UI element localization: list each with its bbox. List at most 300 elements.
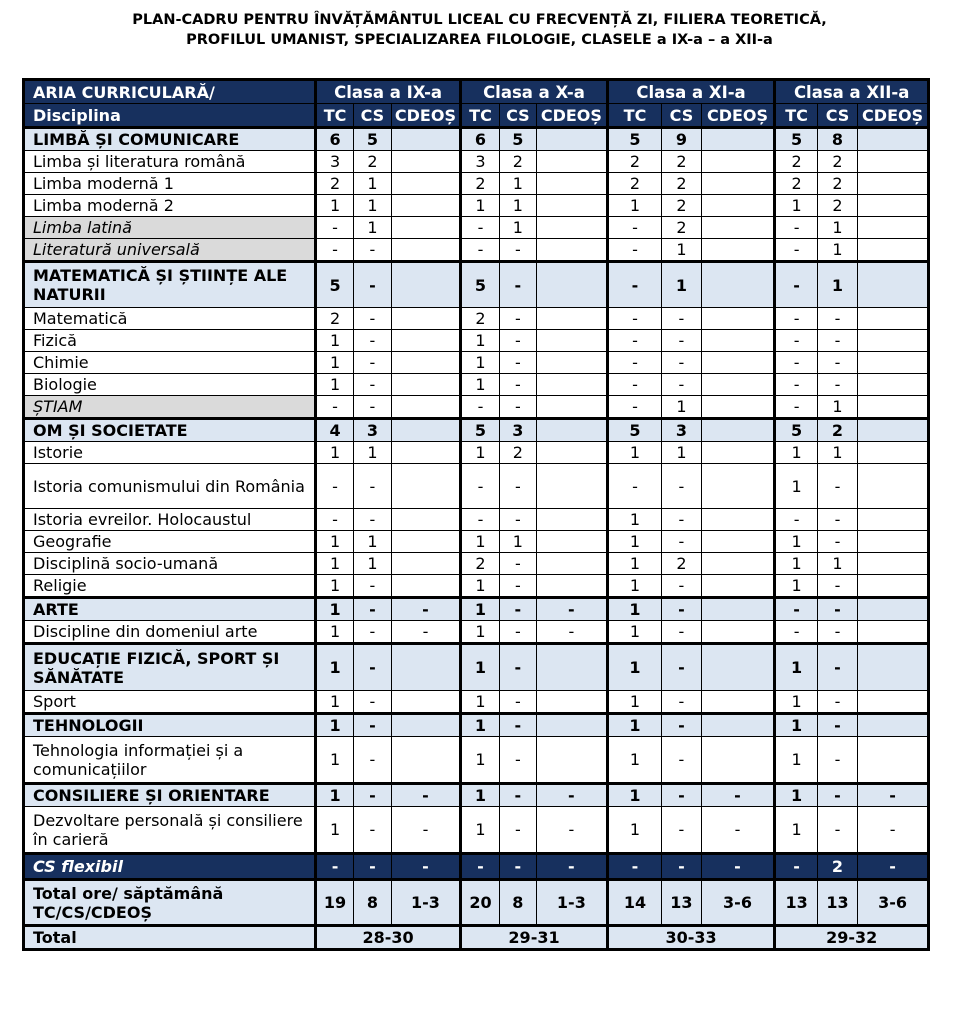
hours-cell: 13 — [662, 880, 701, 926]
hours-cell — [858, 714, 929, 737]
hours-cell: - — [499, 714, 536, 737]
discipline-name: Literatură universală — [24, 239, 316, 262]
area-row — [24, 644, 929, 691]
area-row — [24, 598, 929, 621]
hours-cell — [701, 509, 775, 531]
hours-cell — [537, 217, 608, 239]
hours-cell: - — [775, 374, 817, 396]
hours-cell — [537, 374, 608, 396]
hours-cell: - — [817, 807, 857, 854]
hours-cell: - — [775, 330, 817, 352]
hours-cell — [391, 691, 461, 714]
hours-cell: 1 — [461, 575, 499, 598]
discipline-name: Geografie — [24, 531, 316, 553]
hours-cell — [391, 262, 461, 308]
hours-cell: - — [775, 396, 817, 419]
total-hours-row — [24, 880, 929, 926]
hours-cell: - — [817, 509, 857, 531]
subject-row — [24, 691, 929, 714]
hours-cell — [858, 644, 929, 691]
hours-cell — [858, 531, 929, 553]
hours-cell: 2 — [817, 151, 857, 173]
hours-cell: - — [315, 464, 353, 509]
hours-cell: 1 — [607, 575, 662, 598]
hours-cell — [701, 553, 775, 575]
hours-cell — [701, 737, 775, 784]
hours-cell: - — [354, 598, 391, 621]
hours-cell: 1 — [315, 621, 353, 644]
subject-row — [24, 621, 929, 644]
hours-cell: 2 — [461, 308, 499, 330]
hours-cell — [391, 374, 461, 396]
hours-cell: - — [499, 691, 536, 714]
hours-cell: 1 — [607, 598, 662, 621]
hours-cell — [701, 531, 775, 553]
area-name: OM ȘI SOCIETATE — [24, 419, 316, 442]
hours-cell — [391, 509, 461, 531]
hours-cell — [537, 330, 608, 352]
hours-cell: - — [461, 464, 499, 509]
header-class-1: Clasa a IX-a — [315, 80, 460, 104]
hours-cell: - — [461, 396, 499, 419]
hours-cell — [391, 464, 461, 509]
hours-cell — [391, 352, 461, 374]
hours-cell — [391, 195, 461, 217]
hours-cell — [391, 575, 461, 598]
hours-cell: - — [817, 531, 857, 553]
hours-cell: - — [817, 308, 857, 330]
discipline-name: Sport — [24, 691, 316, 714]
hours-cell: - — [499, 396, 536, 419]
hours-cell — [858, 352, 929, 374]
hours-cell: 3 — [461, 151, 499, 173]
hours-cell — [391, 396, 461, 419]
discipline-name: Disciplină socio-umană — [24, 553, 316, 575]
hours-cell: - — [537, 784, 608, 807]
hours-cell — [701, 239, 775, 262]
area-row — [24, 262, 929, 308]
discipline-name: Limba modernă 1 — [24, 173, 316, 195]
area-row — [24, 714, 929, 737]
hours-cell: 1 — [817, 442, 857, 464]
hours-cell: 1 — [775, 784, 817, 807]
area-row — [24, 419, 929, 442]
discipline-name: Dezvoltare personală și consiliere în carieră — [24, 807, 316, 854]
subject-row — [24, 553, 929, 575]
hours-cell: 8 — [817, 128, 857, 151]
hours-cell: - — [701, 807, 775, 854]
hours-cell — [391, 737, 461, 784]
hours-cell — [701, 217, 775, 239]
hours-cell: 2 — [817, 419, 857, 442]
hours-cell: - — [607, 308, 662, 330]
hours-cell: - — [499, 464, 536, 509]
hours-cell: - — [817, 374, 857, 396]
hours-cell: 5 — [461, 262, 499, 308]
area-name: MATEMATICĂ ȘI ȘTIINȚE ALE NATURII — [24, 262, 316, 308]
discipline-name: Religie — [24, 575, 316, 598]
hours-cell: - — [662, 854, 701, 880]
hours-cell — [391, 644, 461, 691]
header-row-classes — [24, 80, 929, 104]
hours-cell: - — [662, 598, 701, 621]
hours-cell — [537, 575, 608, 598]
hours-cell: - — [391, 807, 461, 854]
hours-cell: - — [499, 644, 536, 691]
hours-cell: 2 — [817, 854, 857, 880]
hours-cell: 1 — [315, 784, 353, 807]
header-class-2: Clasa a X-a — [461, 80, 607, 104]
hours-cell — [858, 217, 929, 239]
hours-cell: 1 — [499, 531, 536, 553]
hours-cell: - — [817, 714, 857, 737]
hours-cell: - — [607, 330, 662, 352]
header-sub-tc: TC — [775, 104, 817, 128]
hours-cell — [537, 173, 608, 195]
hours-cell: 1 — [607, 691, 662, 714]
hours-cell: 2 — [662, 553, 701, 575]
hours-cell: 20 — [461, 880, 499, 926]
hours-cell: - — [499, 330, 536, 352]
hours-cell: 5 — [354, 128, 391, 151]
discipline-name: Matematică — [24, 308, 316, 330]
hours-cell: 1 — [354, 531, 391, 553]
hours-cell — [858, 262, 929, 308]
hours-cell: 5 — [499, 128, 536, 151]
hours-cell: - — [607, 239, 662, 262]
hours-cell: 1-3 — [537, 880, 608, 926]
header-sub-tc: TC — [461, 104, 499, 128]
discipline-name: Total ore/ săptămână TC/CS/CDEOȘ — [24, 880, 316, 926]
hours-cell: 1 — [354, 173, 391, 195]
hours-cell: - — [775, 854, 817, 880]
hours-cell — [537, 714, 608, 737]
hours-cell: 1-3 — [391, 880, 461, 926]
header-sub-cs: CS — [499, 104, 536, 128]
discipline-name: Limba și literatura română — [24, 151, 316, 173]
hours-cell: - — [817, 352, 857, 374]
hours-cell: 1 — [775, 575, 817, 598]
header-class-4: Clasa a XII-a — [775, 80, 929, 104]
area-row — [24, 784, 929, 807]
hours-cell — [858, 308, 929, 330]
hours-cell: - — [499, 737, 536, 784]
hours-cell — [858, 128, 929, 151]
hours-cell: 1 — [461, 330, 499, 352]
hours-cell: - — [315, 217, 353, 239]
hours-cell: 1 — [461, 374, 499, 396]
hours-cell: 1 — [315, 442, 353, 464]
hours-cell: - — [817, 330, 857, 352]
hours-cell: - — [354, 374, 391, 396]
hours-cell: 1 — [461, 691, 499, 714]
hours-cell: 2 — [315, 173, 353, 195]
hours-cell: 2 — [499, 151, 536, 173]
grand-total-value: 29-31 — [461, 926, 607, 950]
hours-cell: - — [817, 464, 857, 509]
title-line-1: PLAN-CADRU PENTRU ÎNVĂȚĂMÂNTUL LICEAL CU FRECVENȚĂ ZI, FILIERA TEORETICĂ, — [132, 12, 827, 28]
hours-cell — [858, 396, 929, 419]
hours-cell: 1 — [354, 442, 391, 464]
hours-cell: - — [607, 262, 662, 308]
hours-cell — [391, 308, 461, 330]
hours-cell: 9 — [662, 128, 701, 151]
hours-cell: - — [817, 575, 857, 598]
hours-cell — [391, 553, 461, 575]
hours-cell — [701, 262, 775, 308]
header-sub-cdeos: CDEOȘ — [701, 104, 775, 128]
hours-cell: 2 — [607, 173, 662, 195]
hours-cell: - — [391, 784, 461, 807]
hours-cell: 1 — [817, 262, 857, 308]
hours-cell: - — [662, 691, 701, 714]
hours-cell: - — [391, 854, 461, 880]
hours-cell: 1 — [315, 807, 353, 854]
hours-cell: - — [461, 217, 499, 239]
hours-cell: 1 — [461, 737, 499, 784]
hours-cell: - — [499, 621, 536, 644]
hours-cell: 5 — [775, 419, 817, 442]
hours-cell — [858, 598, 929, 621]
hours-cell: - — [607, 464, 662, 509]
hours-cell: - — [607, 217, 662, 239]
hours-cell: - — [775, 239, 817, 262]
hours-cell — [391, 173, 461, 195]
hours-cell — [537, 644, 608, 691]
hours-cell — [537, 553, 608, 575]
hours-cell: 1 — [461, 195, 499, 217]
subject-row — [24, 575, 929, 598]
hours-cell: 4 — [315, 419, 353, 442]
area-row — [24, 128, 929, 151]
hours-cell: 3-6 — [701, 880, 775, 926]
hours-cell: - — [461, 239, 499, 262]
hours-cell: 1 — [315, 195, 353, 217]
hours-cell: - — [662, 644, 701, 691]
hours-cell — [858, 151, 929, 173]
hours-cell — [701, 691, 775, 714]
hours-cell: - — [701, 854, 775, 880]
hours-cell — [391, 217, 461, 239]
hours-cell — [537, 262, 608, 308]
hours-cell: 1 — [315, 352, 353, 374]
area-name: EDUCAȚIE FIZICĂ, SPORT ȘI SĂNĂTATE — [24, 644, 316, 691]
hours-cell: 13 — [817, 880, 857, 926]
hours-cell — [701, 419, 775, 442]
hours-cell: 1 — [315, 553, 353, 575]
header-sub-cs: CS — [817, 104, 857, 128]
subject-row — [24, 531, 929, 553]
subject-row — [24, 308, 929, 330]
hours-cell: - — [354, 621, 391, 644]
hours-cell: 5 — [607, 419, 662, 442]
subject-row — [24, 737, 929, 784]
hours-cell: 1 — [315, 598, 353, 621]
discipline-name: Discipline din domeniul arte — [24, 621, 316, 644]
hours-cell: 1 — [315, 374, 353, 396]
hours-cell: - — [499, 262, 536, 308]
hours-cell: - — [354, 807, 391, 854]
hours-cell: - — [775, 217, 817, 239]
hours-cell — [537, 691, 608, 714]
hours-cell: 19 — [315, 880, 353, 926]
hours-cell: 1 — [775, 442, 817, 464]
title-line-2: PROFILUL UMANIST, SPECIALIZAREA FILOLOGIE, CLASELE a IX-a – a XII-a — [186, 32, 773, 48]
hours-cell: - — [662, 531, 701, 553]
hours-cell: 1 — [461, 621, 499, 644]
hours-cell: 1 — [775, 644, 817, 691]
hours-cell: - — [775, 308, 817, 330]
hours-cell: 1 — [499, 217, 536, 239]
hours-cell: 1 — [607, 531, 662, 553]
hours-cell — [391, 128, 461, 151]
hours-cell: 1 — [354, 553, 391, 575]
hours-cell: 1 — [499, 173, 536, 195]
hours-cell: 2 — [775, 151, 817, 173]
hours-cell: 1 — [662, 262, 701, 308]
hours-cell: - — [662, 621, 701, 644]
hours-cell — [701, 598, 775, 621]
hours-cell — [701, 396, 775, 419]
hours-cell: - — [607, 396, 662, 419]
grand-total-label: Total — [24, 926, 316, 950]
hours-cell: - — [662, 575, 701, 598]
hours-cell — [701, 330, 775, 352]
hours-cell: - — [701, 784, 775, 807]
hours-cell: - — [354, 239, 391, 262]
hours-cell — [701, 308, 775, 330]
hours-cell — [858, 553, 929, 575]
hours-cell: - — [354, 509, 391, 531]
hours-cell: - — [662, 464, 701, 509]
hours-cell — [858, 691, 929, 714]
hours-cell: - — [607, 352, 662, 374]
hours-cell: 1 — [607, 714, 662, 737]
discipline-name: Biologie — [24, 374, 316, 396]
hours-cell — [858, 173, 929, 195]
hours-cell: 2 — [662, 151, 701, 173]
hours-cell: - — [354, 352, 391, 374]
subject-row — [24, 464, 929, 509]
hours-cell: - — [354, 262, 391, 308]
header-sub-cdeos: CDEOȘ — [537, 104, 608, 128]
hours-cell: - — [662, 714, 701, 737]
header-row-columns — [24, 104, 929, 128]
hours-cell: 1 — [315, 531, 353, 553]
header-sub-tc: TC — [607, 104, 662, 128]
hours-cell: - — [499, 509, 536, 531]
hours-cell — [537, 195, 608, 217]
hours-cell — [537, 128, 608, 151]
hours-cell: 2 — [499, 442, 536, 464]
subject-row — [24, 374, 929, 396]
hours-cell: 3-6 — [858, 880, 929, 926]
hours-cell: 1 — [817, 239, 857, 262]
hours-cell: 1 — [817, 396, 857, 419]
hours-cell — [701, 442, 775, 464]
hours-cell: - — [537, 598, 608, 621]
hours-cell: - — [607, 374, 662, 396]
hours-cell: 1 — [315, 644, 353, 691]
hours-cell: - — [817, 598, 857, 621]
hours-cell: - — [354, 464, 391, 509]
hours-cell — [537, 442, 608, 464]
discipline-name: Fizică — [24, 330, 316, 352]
hours-cell: - — [354, 308, 391, 330]
hours-cell: 2 — [461, 553, 499, 575]
hours-cell — [858, 330, 929, 352]
hours-cell: - — [607, 854, 662, 880]
hours-cell — [391, 531, 461, 553]
hours-cell: - — [499, 575, 536, 598]
hours-cell — [858, 575, 929, 598]
hours-cell — [537, 151, 608, 173]
hours-cell: - — [775, 598, 817, 621]
curriculum-table — [22, 78, 930, 951]
hours-cell: 1 — [461, 442, 499, 464]
hours-cell — [858, 737, 929, 784]
hours-cell: - — [775, 621, 817, 644]
hours-cell — [858, 374, 929, 396]
hours-cell — [701, 464, 775, 509]
hours-cell: 8 — [354, 880, 391, 926]
hours-cell: - — [354, 575, 391, 598]
hours-cell: 3 — [354, 419, 391, 442]
subject-row — [24, 173, 929, 195]
hours-cell — [858, 621, 929, 644]
hours-cell: - — [537, 854, 608, 880]
hours-cell: 2 — [817, 173, 857, 195]
hours-cell — [537, 531, 608, 553]
hours-cell: 2 — [662, 173, 701, 195]
hours-cell: 1 — [775, 531, 817, 553]
hours-cell — [537, 396, 608, 419]
hours-cell: 1 — [775, 807, 817, 854]
hours-cell: - — [662, 352, 701, 374]
hours-cell: - — [817, 784, 857, 807]
hours-cell: 1 — [775, 691, 817, 714]
hours-cell: - — [662, 807, 701, 854]
hours-cell: - — [499, 598, 536, 621]
hours-cell: 2 — [817, 195, 857, 217]
cs-flexibil-row — [24, 854, 929, 880]
area-name: ARTE — [24, 598, 316, 621]
grand-total-row — [24, 926, 929, 950]
hours-cell: - — [858, 807, 929, 854]
hours-cell: - — [499, 553, 536, 575]
grand-total-value: 29-32 — [775, 926, 929, 950]
hours-cell: 1 — [461, 598, 499, 621]
hours-cell: - — [391, 621, 461, 644]
hours-cell: 1 — [662, 239, 701, 262]
header-sub-cs: CS — [354, 104, 391, 128]
area-name: LIMBĂ ȘI COMUNICARE — [24, 128, 316, 151]
subject-row — [24, 239, 929, 262]
hours-cell — [701, 173, 775, 195]
hours-cell: - — [537, 621, 608, 644]
grand-total-value: 28-30 — [315, 926, 460, 950]
hours-cell — [701, 374, 775, 396]
hours-cell — [391, 239, 461, 262]
hours-cell: 1 — [607, 509, 662, 531]
header-sub-cs: CS — [662, 104, 701, 128]
hours-cell: 1 — [315, 737, 353, 784]
hours-cell: - — [499, 854, 536, 880]
hours-cell: - — [817, 691, 857, 714]
hours-cell: 6 — [461, 128, 499, 151]
discipline-name: Istorie — [24, 442, 316, 464]
hours-cell: 5 — [607, 128, 662, 151]
